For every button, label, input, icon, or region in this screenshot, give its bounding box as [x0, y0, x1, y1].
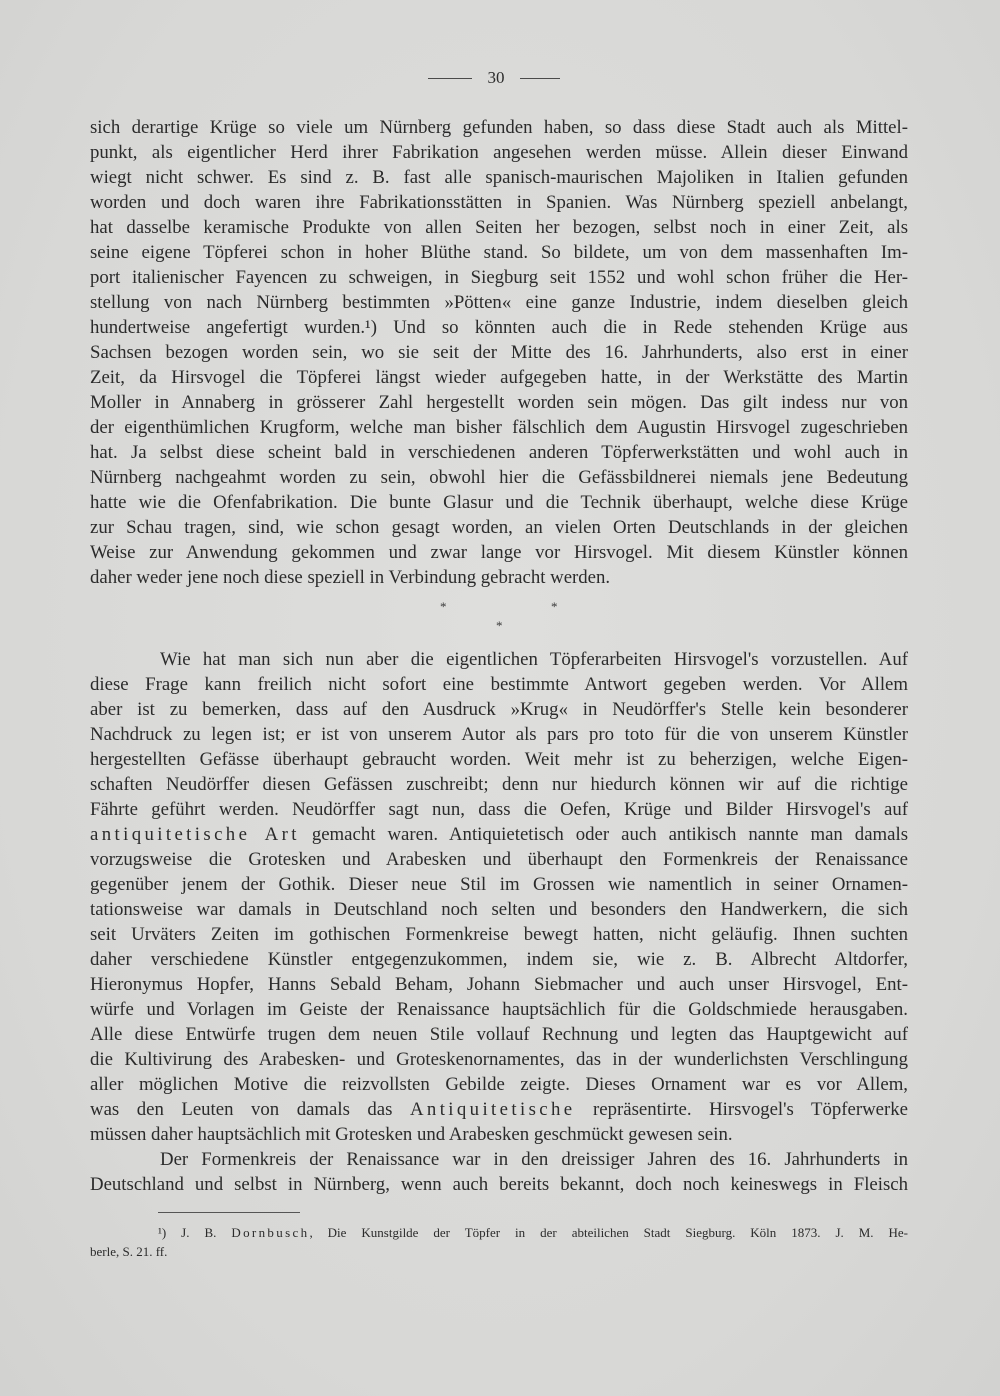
- text-line: müssen daher hauptsächlich mit Grotesken und Arabesken geschmückt gewesen sein.: [90, 1124, 733, 1145]
- text-line: punkt, als eigentlicher Herd ihrer Fabrikation angesehen werden müsse. Allein dieser Einwand: [90, 142, 908, 163]
- text-line: Deutschland und selbst in Nürnberg, wenn auch bereits bekannt, doch noch keineswegs in Fleisch: [90, 1174, 908, 1195]
- page-number: 30: [487, 68, 505, 87]
- text-segment: ¹) J. B.: [158, 1225, 232, 1240]
- text-line: Moller in Annaberg in grösserer Zahl hergestellt worden sein mögen. Das gilt indess nur von: [90, 392, 908, 413]
- footnote: [90, 1223, 908, 1261]
- text-line: worden und doch waren ihre Fabrikationsstätten in Spanien. Was Nürnberg speziell anbelangt,: [90, 192, 908, 213]
- text-line: daher verschiedene Künstler entgegenzukommen, indem sie, wie z. B. Albrecht Altdorfer,: [90, 949, 908, 970]
- text-line: würfe und Vorlagen im Geiste der Renaissance hauptsächlich für die Goldschmiede herausgaben.: [90, 999, 908, 1020]
- spaced-term: Antiquitetische: [409, 1099, 576, 1120]
- text-line: Zeit, da Hirsvogel die Töpferei längst wieder aufgegeben hatte, in der Werkstätte des Martin: [90, 367, 908, 388]
- text-line: Wie hat man sich nun aber die eigentlichen Töpferarbeiten Hirsvogel's vorzustellen. Auf: [160, 649, 908, 670]
- text-line: diese Frage kann freilich nicht sofort eine bestimmte Antwort gegeben werden. Vor Allem: [90, 674, 908, 695]
- paragraph: [90, 115, 908, 590]
- text-line: port italienischer Fayencen zu schweigen, in Siegburg seit 1552 und wohl schon früher die Her-: [90, 267, 908, 288]
- text-segment: gemacht waren. Antiquietetisch oder auch antikisch nannte man damals: [299, 824, 909, 845]
- asterisk-mark: *: [551, 599, 558, 614]
- text-line: tationsweise war damals in Deutschland noch selten und besonders den Handwerkern, die sich: [90, 899, 908, 920]
- text-line: Hieronymus Hopfer, Hanns Sebald Beham, Johann Siebmacher und auch unser Hirsvogel, Ent-: [90, 974, 908, 995]
- header-rule-right: [520, 78, 560, 79]
- page-header: [0, 66, 1000, 90]
- paragraph: [90, 647, 908, 1197]
- asterisk-mark: *: [496, 618, 503, 633]
- header-rule-left: [428, 78, 472, 79]
- text-line: gegenüber jenem der Gothik. Dieser neue Stil im Grossen wie namentlich in seiner Ornamen-: [90, 874, 908, 895]
- text-line: aller möglichen Motive die reizvollsten Gebilde zeigte. Dieses Ornament war es vor Allem,: [90, 1074, 908, 1095]
- text-line: seine eigene Töpferei schon in hoher Blüthe stand. So bildete, um von dem massenhaften Im-: [90, 242, 908, 263]
- text-line: daher weder jene noch diese speziell in Verbindung gebracht werden.: [90, 567, 611, 588]
- text-line: hat. Ja selbst diese scheint bald in verschiedenen anderen Töpferwerkstätten und wohl auch in: [90, 442, 908, 463]
- text-line: Fährte geführt werden. Neudörffer sagt nun, dass die Oefen, Krüge und Bilder Hirsvogel's auf: [90, 799, 908, 820]
- text-line: Sachsen bezogen worden sein, wo sie seit der Mitte des 16. Jahrhunderts, also erst in einer: [90, 342, 908, 363]
- text-line: aber ist zu bemerken, dass auf den Ausdruck »Krug« in Neudörffer's Stelle kein besonderer: [90, 699, 908, 720]
- text-line: [90, 1097, 908, 1122]
- text-line: wiegt nicht schwer. Es sind z. B. fast alle spanisch-maurischen Majoliken in Italien gefunden: [90, 167, 908, 188]
- text-line: der eigenthümlichen Krugform, welche man bisher fälschlich dem Augustin Hirsvogel zugeschrieben: [90, 417, 908, 438]
- text-line: schaften Neudörffer diesen Gefässen zuschreibt; denn nur hiedurch können wir auf die richtige: [90, 774, 908, 795]
- text-segment: , Die Kunstgilde der Töpfer in der abteilichen Stadt Siegburg. Köln 1873. J. M. He-: [309, 1225, 908, 1240]
- footnote-rule: [158, 1212, 300, 1213]
- text-line: hat dasselbe keramische Produkte von allen Seiten her bezogen, selbst noch in einer Zeit, als: [90, 217, 908, 238]
- text-line: hatte wie die Ofenfabrikation. Die bunte Glasur und die Technik überhaupt, welche diese Krüge: [90, 492, 908, 513]
- footnote-line: [90, 1223, 908, 1242]
- text-line: zur Schau tragen, sind, wie schon gesagt worden, an vielen Orten Deutschlands in der gleichen: [90, 517, 908, 538]
- text-line: hergestellten Gefässe überhaupt gebraucht worden. Weit mehr ist zu beherzigen, welche Eigen-: [90, 749, 908, 770]
- footnote-line: berle, S. 21. ff.: [90, 1244, 168, 1259]
- spaced-term: Dornbusch: [231, 1225, 310, 1240]
- text-line: die Kultivirung des Arabesken- und Groteskenornamentes, das in der wunderlichsten Verschlingung: [90, 1049, 908, 1070]
- text-line: hundertweise angefertigt wurden.¹) Und so könnten auch die in Rede stehenden Krüge aus: [90, 317, 908, 338]
- text-line: stellung von nach Nürnberg bestimmten »Pötten« eine ganze Industrie, indem dieselben gleich: [90, 292, 908, 313]
- text-segment: repräsentirte. Hirsvogel's Töpferwerke: [575, 1099, 908, 1120]
- text-line: Weise zur Anwendung gekommen und zwar lange vor Hirsvogel. Mit diesem Künstler können: [90, 542, 908, 563]
- text-line: vorzugsweise die Grotesken und Arabesken und überhaupt den Formenkreis der Renaissance: [90, 849, 908, 870]
- text-line: [90, 822, 908, 847]
- text-line: seit Urväters Zeiten im gothischen Formenkreise bewegt hatten, nicht geläufig. Ihnen suchten: [90, 924, 908, 945]
- text-line: Der Formenkreis der Renaissance war in den dreissiger Jahren des 16. Jahrhunderts in: [160, 1149, 908, 1170]
- text-line: sich derartige Krüge so viele um Nürnberg gefunden haben, so dass diese Stadt auch als Mittel-: [90, 117, 908, 138]
- text-line: Alle diese Entwürfe trugen dem neuen Stile vollauf Rechnung und legten das Hauptgewicht auf: [90, 1024, 908, 1045]
- text-line: Nürnberg nachgeahmt worden zu sein, obwohl hier die Gefässbildnerei niemals jene Bedeutung: [90, 467, 908, 488]
- text-segment: was den Leuten von damals das: [90, 1099, 410, 1120]
- text-line: Nachdruck zu legen ist; er ist von unserem Autor als pars pro toto für die von unserem Künstler: [90, 724, 908, 745]
- spaced-term: antiquitetische Art: [90, 824, 300, 845]
- asterisk-mark: *: [440, 599, 447, 614]
